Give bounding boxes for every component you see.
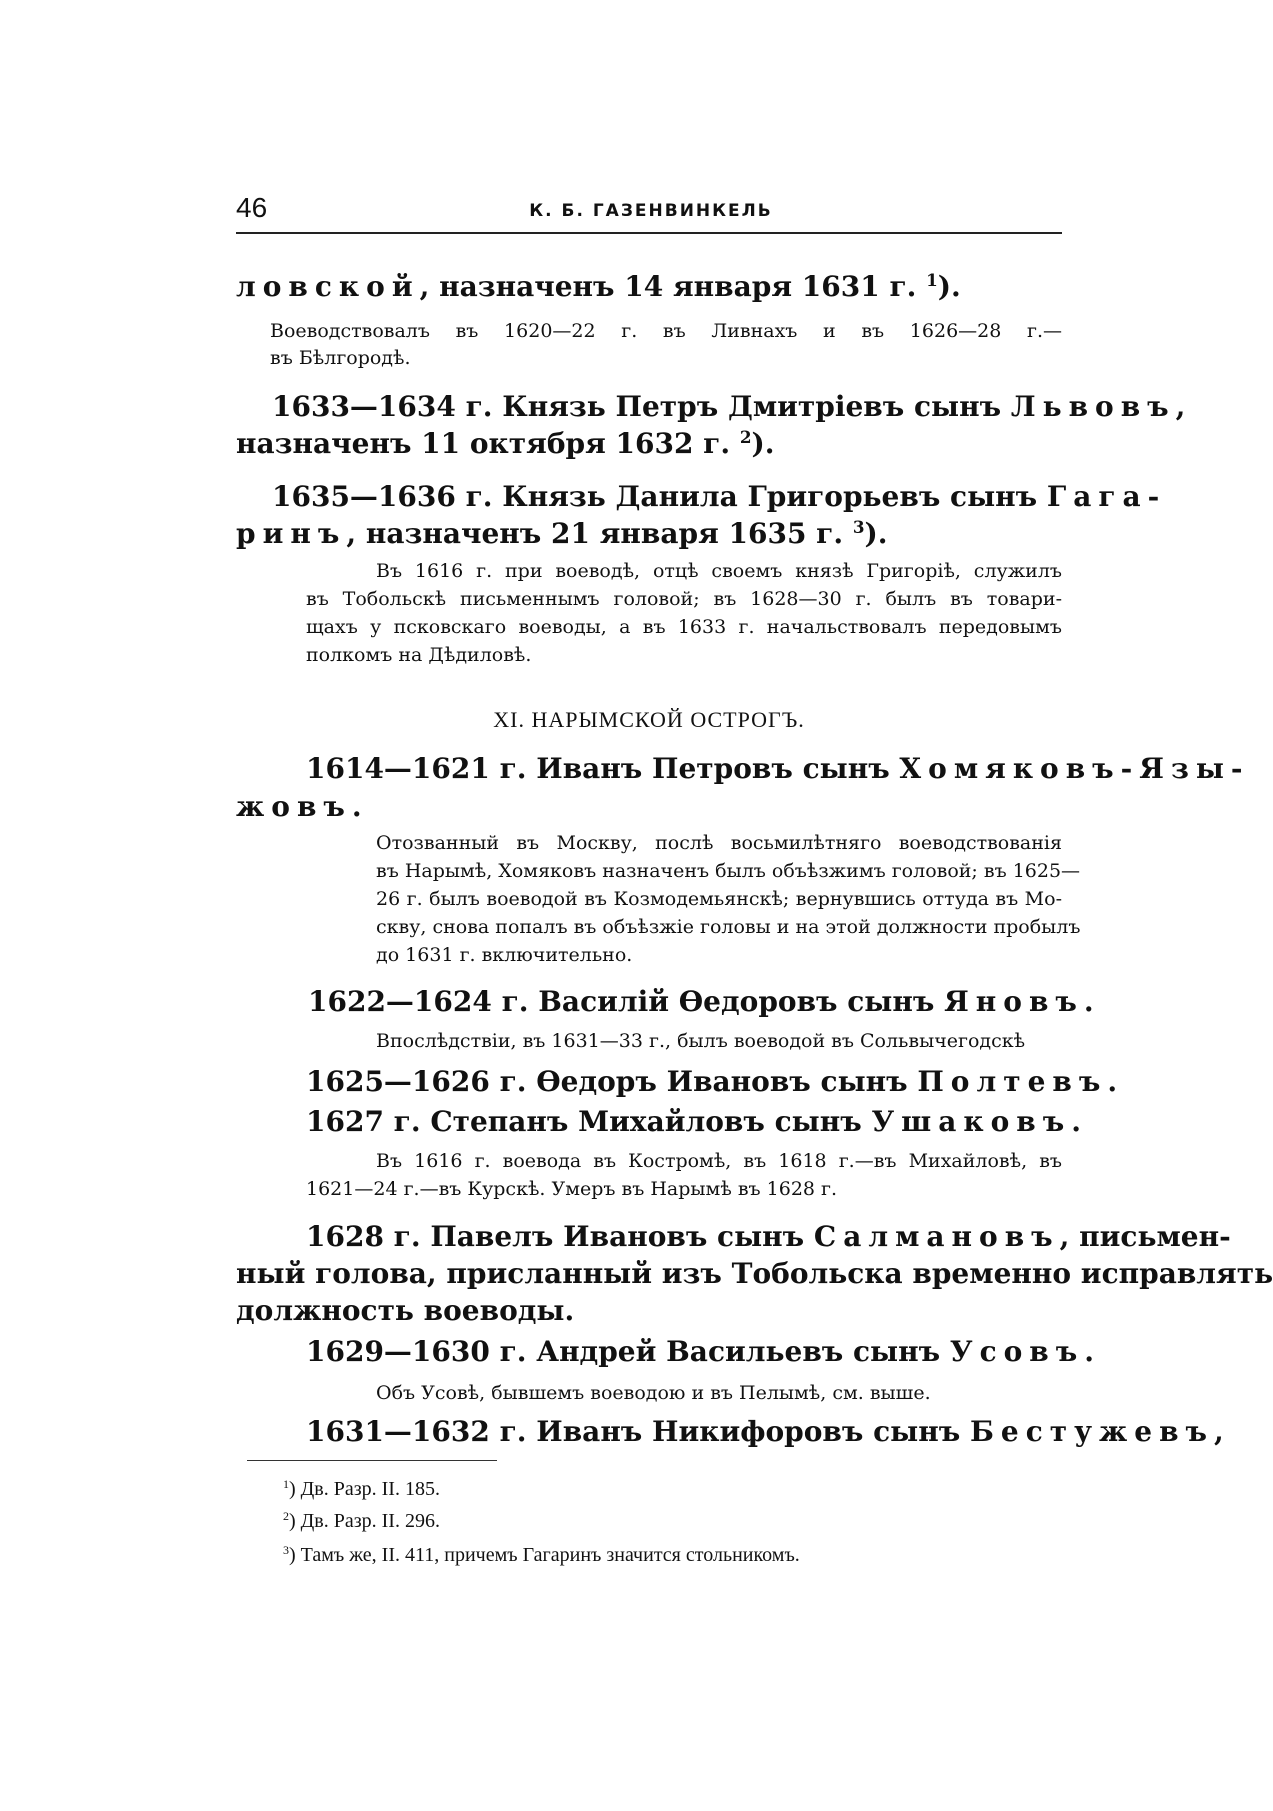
voivode-surname: Полтевъ [917, 1065, 1108, 1098]
voivode-surname: Львовъ [1010, 390, 1176, 423]
footnote: $^3$) Тамъ же, II. 411, причемъ Гагаринъ значится стольникомъ. [283, 1542, 800, 1566]
footnote: $^2$) Дв. Разр. II. 296. [283, 1508, 440, 1532]
voivode-entry: 1633—1634 г. Князь Петръ Дмитріевъ сынъ Львовъ, [272, 390, 1186, 423]
commentary-line: Впослѣдствіи, въ 1631—33 г., былъ воеводой въ Сольвычегодскѣ [376, 1030, 1026, 1052]
voivode-entry: 1627 г. Степанъ Михайловъ сынъ Ушаковъ. [306, 1105, 1081, 1138]
voivode-entry-line: должность воеводы. [236, 1294, 575, 1327]
voivode-surname: Ушаковъ [871, 1105, 1072, 1138]
commentary-line: въ Тобольскѣ письменнымъ головой; въ 1628—30 г. былъ въ товари- [306, 588, 1062, 610]
section-title: XI. НАРЫМСКОЙ ОСТРОГЪ. [493, 707, 805, 732]
voivode-entry-line: ринъ, назначенъ 21 января 1635 г. $^3$). [236, 516, 888, 550]
running-title: К. Б. ГАЗЕНВИНКЕЛЬ [529, 201, 773, 221]
footnote-ref: 3 [852, 516, 865, 537]
commentary-line: Въ 1616 г. воевода въ Костромѣ, въ 1618 г.—въ Михайловѣ, въ [376, 1150, 1062, 1172]
footnote: $^1$) Дв. Разр. II. 185. [283, 1476, 440, 1500]
footnote-ref: 2 [739, 426, 752, 447]
commentary-line: полкомъ на Дѣдиловѣ. [306, 644, 532, 666]
voivode-surname: Бестужевъ [969, 1415, 1215, 1448]
voivode-entry: 1622—1624 г. Василій Ѳедоровъ сынъ Яновъ. [308, 985, 1094, 1018]
entry-continuation: ловской, назначенъ 14 января 1631 г. $^1$). [236, 269, 961, 303]
commentary-line: щахъ у псковскаго воеводы, а въ 1633 г. начальствовалъ передовымъ [306, 616, 1062, 638]
header-rule [236, 232, 1062, 234]
footnote-rule [247, 1460, 497, 1461]
commentary-line: Воеводствовалъ въ 1620—22 г. въ Ливнахъ и въ 1626—28 г.— [270, 320, 1062, 342]
commentary-line: въ Бѣлгородѣ. [270, 347, 411, 369]
commentary-line: до 1631 г. включительно. [376, 944, 633, 966]
voivode-surname: Гага- [1046, 480, 1167, 513]
commentary-line: 1621—24 г.—въ Курскѣ. Умеръ въ Нарымѣ въ 1628 г. [306, 1178, 838, 1200]
voivode-surname: Усовъ [949, 1335, 1085, 1368]
voivode-entry-line: ный голова, присланный изъ Тобольска временно исправлять [236, 1257, 1273, 1290]
voivode-surname: Хомяковъ-Язы- [899, 752, 1250, 785]
voivode-entry: 1625—1626 г. Ѳедоръ Ивановъ сынъ Полтевъ. [306, 1065, 1118, 1098]
voivode-entry-line: назначенъ 11 октября 1632 г. $^2$). [236, 426, 775, 460]
page-number: 46 [236, 192, 268, 223]
page-header [236, 192, 1066, 228]
commentary-line: въ Нарымѣ, Хомяковъ назначенъ былъ объѣзжимъ головой; въ 1625— [376, 860, 1081, 882]
commentary-line: скву, снова попалъ въ объѣзжіе головы и на этой должности пробылъ [376, 916, 1081, 938]
voivode-surname: Яновъ [944, 985, 1084, 1018]
voivode-surname: Салмановъ [813, 1220, 1060, 1253]
voivode-entry: 1631—1632 г. Иванъ Никифоровъ сынъ Бестужевъ, [306, 1415, 1224, 1448]
voivode-entry-line: жовъ. [236, 790, 362, 823]
voivode-entry: 1614—1621 г. Иванъ Петровъ сынъ Хомяковъ-Язы- [306, 752, 1250, 785]
commentary-line: Объ Усовѣ, бывшемъ воеводою и въ Пелымѣ, см. выше. [376, 1382, 931, 1404]
voivode-entry: 1629—1630 г. Андрей Васильевъ сынъ Усовъ. [306, 1335, 1094, 1368]
commentary-line: Отозванный въ Москву, послѣ восьмилѣтняго воеводствованія [376, 832, 1062, 854]
commentary-line: Въ 1616 г. при воеводѣ, отцѣ своемъ князѣ Григоріѣ, служилъ [376, 560, 1062, 582]
voivode-entry: 1628 г. Павелъ Ивановъ сынъ Салмановъ, письмен- [306, 1220, 1231, 1253]
voivode-entry: 1635—1636 г. Князь Данила Григорьевъ сынъ Гага- [272, 480, 1167, 513]
footnote-ref: 1 [926, 269, 938, 290]
commentary-line: 26 г. былъ воеводой въ Козмодемьянскѣ; вернувшись оттуда въ Мо- [376, 888, 1062, 910]
